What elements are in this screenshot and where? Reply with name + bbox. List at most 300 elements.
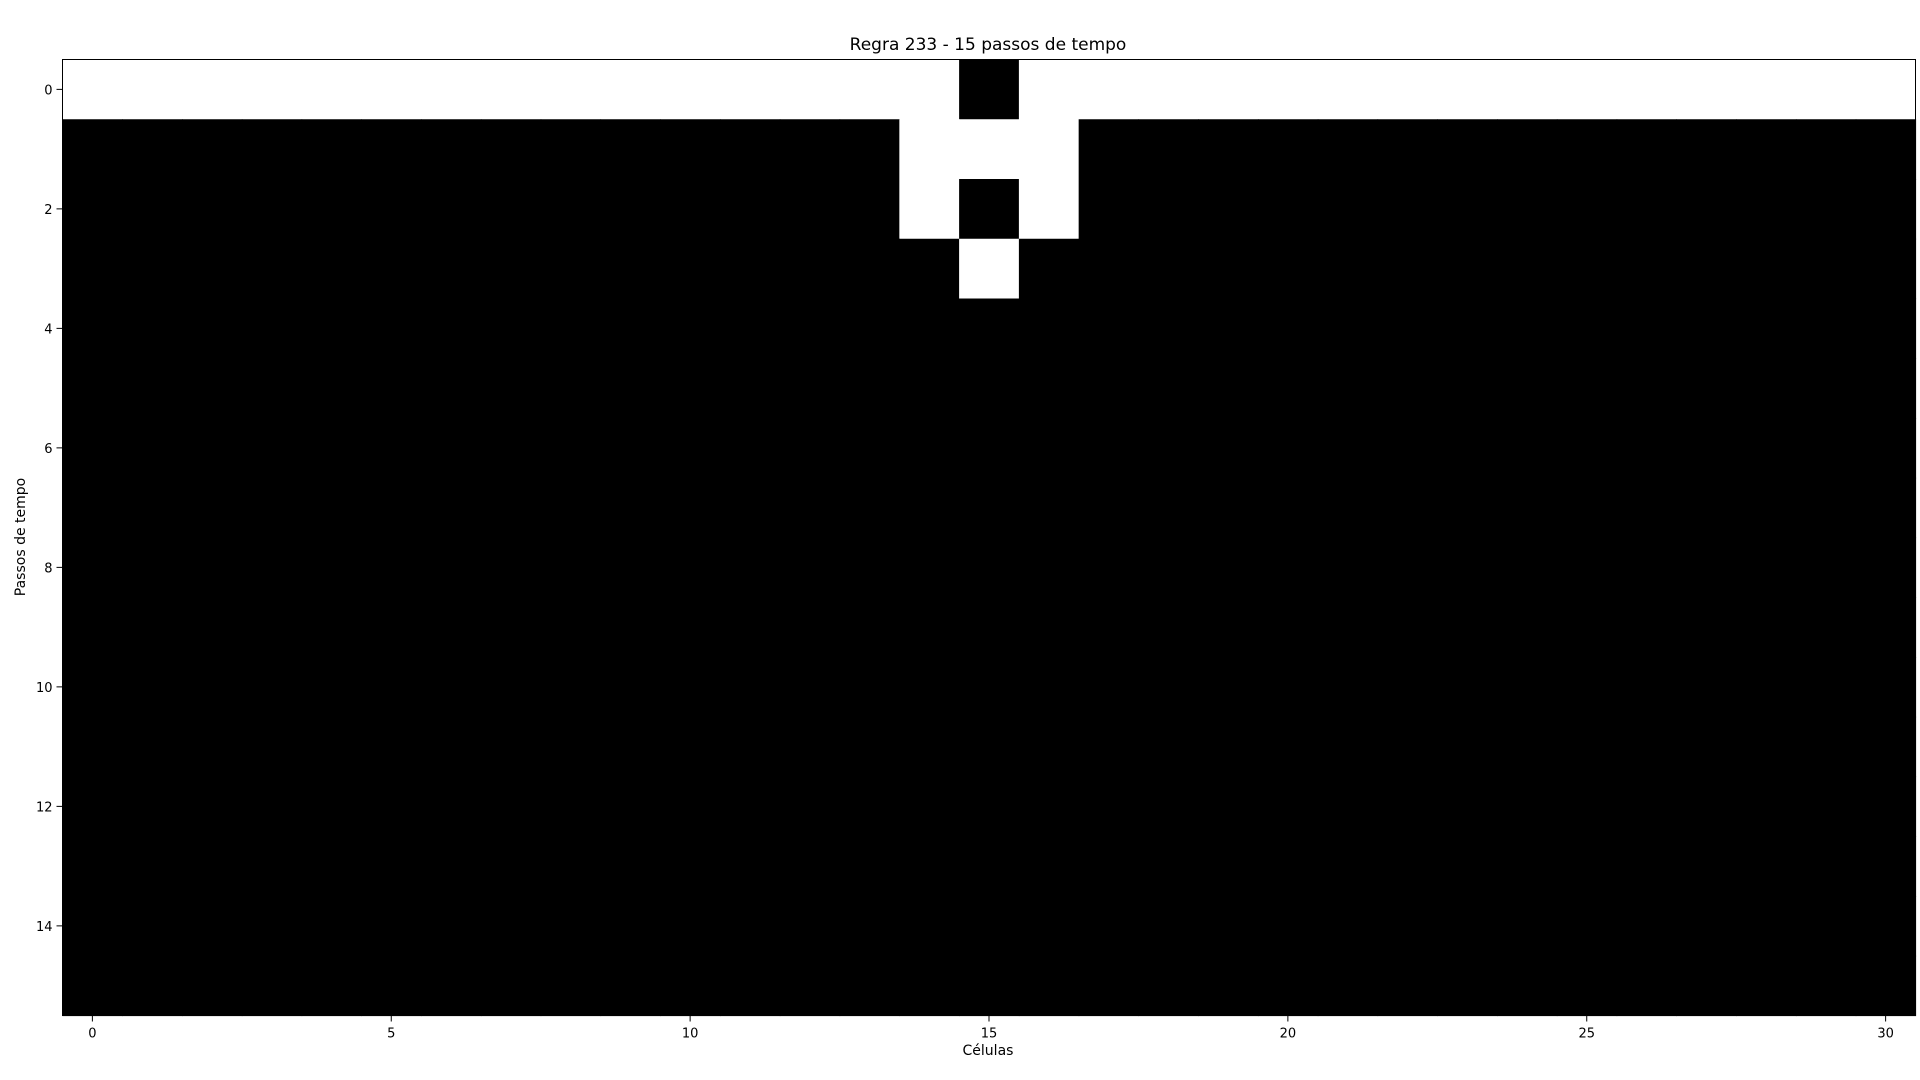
heatmap-cell <box>1258 896 1318 956</box>
heatmap-cell <box>959 119 1019 179</box>
heatmap-cell <box>541 956 601 1016</box>
y-tick-label: 14 <box>35 919 53 935</box>
heatmap-cell <box>1736 777 1796 837</box>
heatmap-cell <box>1617 179 1677 239</box>
heatmap-cell <box>1079 717 1139 777</box>
heatmap-cell <box>182 418 242 478</box>
heatmap-cell <box>1557 597 1617 657</box>
y-tick-label: 2 <box>44 202 53 218</box>
heatmap-cell <box>122 119 182 179</box>
heatmap-cell <box>242 717 302 777</box>
heatmap-cell <box>302 717 362 777</box>
heatmap-cell <box>1437 956 1497 1016</box>
heatmap-cell <box>1856 657 1916 717</box>
heatmap-cell <box>840 597 900 657</box>
heatmap-cell <box>1318 239 1378 299</box>
heatmap-cell <box>242 179 302 239</box>
heatmap-cell <box>1138 896 1198 956</box>
heatmap-cell <box>63 119 123 179</box>
heatmap-cell <box>720 538 780 598</box>
heatmap-cell <box>1736 179 1796 239</box>
heatmap-cell <box>1318 956 1378 1016</box>
heatmap-cell <box>122 418 182 478</box>
heatmap-cell <box>1198 299 1258 359</box>
heatmap-cell <box>481 418 541 478</box>
heatmap-cell <box>481 239 541 299</box>
heatmap-cell <box>899 299 959 359</box>
heatmap-cell <box>63 478 123 538</box>
heatmap-cell <box>242 777 302 837</box>
chart-title: Regra 233 - 15 passos de tempo <box>849 35 1127 55</box>
heatmap-cell <box>541 777 601 837</box>
heatmap-cell <box>1617 956 1677 1016</box>
heatmap-cell <box>1019 119 1079 179</box>
heatmap-cell <box>302 896 362 956</box>
heatmap-cell <box>660 299 720 359</box>
heatmap-cell <box>840 239 900 299</box>
heatmap-cell <box>1258 478 1318 538</box>
heatmap-cell <box>1019 717 1079 777</box>
heatmap-cell <box>1258 538 1318 598</box>
heatmap-cell <box>122 717 182 777</box>
heatmap-cell <box>541 119 601 179</box>
heatmap-cell <box>361 119 421 179</box>
heatmap-cell <box>1437 119 1497 179</box>
heatmap-cell <box>720 478 780 538</box>
heatmap-cell <box>660 179 720 239</box>
heatmap-cell <box>1138 179 1198 239</box>
heatmap-cell <box>1497 896 1557 956</box>
heatmap-cell <box>1796 657 1856 717</box>
heatmap-cell <box>1198 538 1258 598</box>
heatmap-cell <box>122 836 182 896</box>
heatmap-cell <box>122 478 182 538</box>
heatmap-cell <box>421 777 481 837</box>
heatmap-cell <box>1736 239 1796 299</box>
heatmap-cell <box>1079 836 1139 896</box>
heatmap-cell <box>122 358 182 418</box>
heatmap-cell <box>541 418 601 478</box>
heatmap-cell <box>541 836 601 896</box>
heatmap-cell <box>541 358 601 418</box>
heatmap-cell <box>1796 358 1856 418</box>
heatmap-cell <box>660 418 720 478</box>
heatmap-cell <box>1378 418 1438 478</box>
heatmap-cell <box>361 478 421 538</box>
heatmap-cell <box>481 777 541 837</box>
heatmap-cell <box>1198 60 1258 120</box>
heatmap-cell <box>1019 836 1079 896</box>
heatmap-cell <box>1497 597 1557 657</box>
heatmap-cell <box>1138 239 1198 299</box>
heatmap-cell <box>242 538 302 598</box>
heatmap-cell <box>1019 597 1079 657</box>
heatmap-cell <box>720 358 780 418</box>
heatmap-cell <box>1796 956 1856 1016</box>
heatmap-cell <box>1318 896 1378 956</box>
heatmap-cell <box>182 717 242 777</box>
heatmap-cell <box>361 717 421 777</box>
heatmap-cell <box>959 896 1019 956</box>
heatmap-cell <box>1019 777 1079 837</box>
heatmap-cell <box>1378 896 1438 956</box>
heatmap-cell <box>302 478 362 538</box>
heatmap-cell <box>600 717 660 777</box>
heatmap-cell <box>63 538 123 598</box>
heatmap-cell <box>959 179 1019 239</box>
heatmap-cell <box>1796 299 1856 359</box>
heatmap-cell <box>1079 299 1139 359</box>
heatmap-cell <box>1497 478 1557 538</box>
heatmap-cell <box>1736 657 1796 717</box>
heatmap-cell <box>361 538 421 598</box>
heatmap-cell <box>780 418 840 478</box>
heatmap-cell <box>242 60 302 120</box>
x-axis-label: Células <box>962 1043 1014 1059</box>
heatmap-cell <box>1019 418 1079 478</box>
x-tick-label: 25 <box>1578 1026 1596 1042</box>
heatmap-cell <box>1198 956 1258 1016</box>
heatmap-cell <box>899 60 959 120</box>
heatmap-cell <box>660 119 720 179</box>
heatmap-cell <box>63 717 123 777</box>
heatmap-cell <box>1138 836 1198 896</box>
heatmap-cell <box>1079 478 1139 538</box>
heatmap-cell <box>1617 60 1677 120</box>
heatmap-cell <box>421 896 481 956</box>
heatmap-cell <box>1318 657 1378 717</box>
heatmap-cell <box>63 956 123 1016</box>
heatmap-cell <box>1796 478 1856 538</box>
heatmap-cell <box>1138 956 1198 1016</box>
heatmap-cell <box>302 239 362 299</box>
heatmap-cell <box>1617 358 1677 418</box>
heatmap-cell <box>1318 538 1378 598</box>
heatmap-cell <box>1079 896 1139 956</box>
heatmap-cell <box>122 657 182 717</box>
heatmap-cell <box>1617 777 1677 837</box>
heatmap-cell <box>481 538 541 598</box>
heatmap-cell <box>1198 478 1258 538</box>
heatmap-cell <box>600 239 660 299</box>
heatmap-cell <box>541 478 601 538</box>
heatmap-cell <box>421 836 481 896</box>
heatmap-cell <box>1378 299 1438 359</box>
heatmap-cell <box>1378 657 1438 717</box>
heatmap-cell <box>1138 777 1198 837</box>
heatmap-cell <box>122 956 182 1016</box>
heatmap-cell <box>1138 418 1198 478</box>
heatmap-cell <box>780 956 840 1016</box>
heatmap-cell <box>1318 478 1378 538</box>
heatmap-cell <box>1676 60 1736 120</box>
heatmap-cell <box>302 60 362 120</box>
heatmap-cell <box>361 60 421 120</box>
heatmap-cell <box>1019 478 1079 538</box>
heatmap-cell <box>1437 657 1497 717</box>
heatmap-cell <box>1676 418 1736 478</box>
heatmap-cell <box>899 717 959 777</box>
heatmap-cell <box>1617 239 1677 299</box>
heatmap-cell <box>600 896 660 956</box>
heatmap-cell <box>481 299 541 359</box>
heatmap-cell <box>1079 60 1139 120</box>
heatmap-cell <box>302 119 362 179</box>
heatmap-cell <box>1856 478 1916 538</box>
heatmap-cell <box>780 119 840 179</box>
heatmap-cell <box>1796 119 1856 179</box>
heatmap-cell <box>421 239 481 299</box>
heatmap-cell <box>1497 299 1557 359</box>
heatmap-cell <box>1378 538 1438 598</box>
heatmap-cell <box>1019 239 1079 299</box>
heatmap-cell <box>600 836 660 896</box>
heatmap-cell <box>242 478 302 538</box>
heatmap-cell <box>242 418 302 478</box>
heatmap-cell <box>780 478 840 538</box>
y-axis-label: Passos de tempo <box>13 477 29 597</box>
heatmap-cell <box>840 60 900 120</box>
heatmap-cell <box>1676 299 1736 359</box>
heatmap-cell <box>1378 119 1438 179</box>
heatmap-cell <box>959 777 1019 837</box>
heatmap-cell <box>1617 657 1677 717</box>
heatmap-cell <box>899 538 959 598</box>
heatmap-cell <box>63 299 123 359</box>
heatmap-cell <box>421 597 481 657</box>
heatmap-cell <box>840 538 900 598</box>
heatmap-cell <box>1736 896 1796 956</box>
heatmap-cell <box>421 119 481 179</box>
heatmap-cell <box>481 179 541 239</box>
heatmap-cell <box>660 777 720 837</box>
heatmap-cell <box>1676 179 1736 239</box>
heatmap-cell <box>899 119 959 179</box>
heatmap-cell <box>1557 179 1617 239</box>
heatmap-cell <box>1557 538 1617 598</box>
heatmap-cell <box>361 896 421 956</box>
heatmap-cell <box>1617 836 1677 896</box>
heatmap-cell <box>1378 777 1438 837</box>
heatmap-cell <box>361 239 421 299</box>
heatmap-cell <box>1736 299 1796 359</box>
heatmap-cell <box>1557 956 1617 1016</box>
heatmap-cell <box>481 597 541 657</box>
heatmap-cell <box>959 478 1019 538</box>
heatmap-cell <box>182 478 242 538</box>
heatmap-cell <box>1437 358 1497 418</box>
heatmap-cell <box>481 836 541 896</box>
heatmap-cell <box>899 478 959 538</box>
heatmap-cell <box>1736 836 1796 896</box>
heatmap-cell <box>1856 179 1916 239</box>
heatmap-cell <box>1019 956 1079 1016</box>
heatmap-cell <box>1856 717 1916 777</box>
heatmap-cell <box>421 657 481 717</box>
heatmap-cell <box>1856 538 1916 598</box>
heatmap-cell <box>1318 717 1378 777</box>
y-tick-label: 10 <box>35 680 53 696</box>
heatmap-cell <box>780 299 840 359</box>
heatmap-cell <box>1378 717 1438 777</box>
heatmap-cell <box>1138 60 1198 120</box>
heatmap-cell <box>541 60 601 120</box>
heatmap-cell <box>361 956 421 1016</box>
heatmap-cell <box>361 418 421 478</box>
y-tick-label: 8 <box>44 561 53 577</box>
heatmap-cell <box>1318 358 1378 418</box>
heatmap-cell <box>780 60 840 120</box>
heatmap-cell <box>302 597 362 657</box>
heatmap-cell <box>242 597 302 657</box>
heatmap-cell <box>1557 657 1617 717</box>
heatmap-cell <box>1617 418 1677 478</box>
heatmap-cells <box>63 60 1917 1017</box>
heatmap-cell <box>1557 836 1617 896</box>
heatmap-cell <box>421 299 481 359</box>
heatmap-cell <box>1736 717 1796 777</box>
heatmap-cell <box>899 657 959 717</box>
heatmap-cell <box>1617 538 1677 598</box>
heatmap-cell <box>1856 418 1916 478</box>
heatmap-cell <box>1258 179 1318 239</box>
heatmap-cell <box>1497 956 1557 1016</box>
heatmap-cell <box>840 836 900 896</box>
heatmap-cell <box>1258 358 1318 418</box>
heatmap-cell <box>182 597 242 657</box>
heatmap-cell <box>1736 60 1796 120</box>
heatmap-cell <box>182 60 242 120</box>
heatmap-cell <box>63 836 123 896</box>
heatmap-cell <box>899 956 959 1016</box>
heatmap-cell <box>302 358 362 418</box>
heatmap-cell <box>1019 179 1079 239</box>
heatmap-cell <box>840 478 900 538</box>
heatmap-cell <box>840 179 900 239</box>
heatmap-cell <box>1676 896 1736 956</box>
heatmap-cell <box>63 418 123 478</box>
heatmap-cell <box>720 657 780 717</box>
heatmap-cell <box>1138 358 1198 418</box>
heatmap-cell <box>481 657 541 717</box>
heatmap-cell <box>959 597 1019 657</box>
heatmap-cell <box>63 179 123 239</box>
heatmap-cell <box>1617 478 1677 538</box>
heatmap-cell <box>481 358 541 418</box>
heatmap-cell <box>1138 478 1198 538</box>
heatmap-cell <box>1796 418 1856 478</box>
heatmap-cell <box>720 956 780 1016</box>
heatmap-cell <box>1437 179 1497 239</box>
heatmap-cell <box>1079 418 1139 478</box>
x-tick-label: 5 <box>387 1026 396 1042</box>
heatmap-cell <box>1198 179 1258 239</box>
heatmap-cell <box>1497 657 1557 717</box>
heatmap-cell <box>600 358 660 418</box>
heatmap-cell <box>600 657 660 717</box>
heatmap-cell <box>1258 597 1318 657</box>
heatmap-cell <box>242 239 302 299</box>
heatmap-cell <box>481 956 541 1016</box>
heatmap-cell <box>63 896 123 956</box>
heatmap-cell <box>242 896 302 956</box>
heatmap-cell <box>361 299 421 359</box>
heatmap-cell <box>1079 657 1139 717</box>
heatmap-cell <box>780 538 840 598</box>
heatmap-cell <box>302 836 362 896</box>
heatmap-cell <box>1676 777 1736 837</box>
heatmap-cell <box>720 119 780 179</box>
heatmap-cell <box>1258 299 1318 359</box>
heatmap-cell <box>1796 538 1856 598</box>
heatmap-cell <box>1378 179 1438 239</box>
heatmap-cell <box>1019 896 1079 956</box>
heatmap-cell <box>720 896 780 956</box>
heatmap-cell <box>242 358 302 418</box>
heatmap-cell <box>600 119 660 179</box>
heatmap-cell <box>840 299 900 359</box>
heatmap-cell <box>541 896 601 956</box>
heatmap-cell <box>1437 299 1497 359</box>
heatmap-cell <box>1437 836 1497 896</box>
heatmap-cell <box>720 239 780 299</box>
heatmap-cell <box>122 777 182 837</box>
heatmap-cell <box>600 597 660 657</box>
heatmap-cell <box>1856 836 1916 896</box>
heatmap-cell <box>1019 60 1079 120</box>
heatmap-cell <box>1736 358 1796 418</box>
heatmap-cell <box>660 657 720 717</box>
x-tick-label: 20 <box>1279 1026 1297 1042</box>
heatmap-cell <box>1736 119 1796 179</box>
heatmap-cell <box>1318 836 1378 896</box>
heatmap-cell <box>1019 657 1079 717</box>
heatmap-cell <box>1258 836 1318 896</box>
heatmap-cell <box>182 538 242 598</box>
heatmap-cell <box>959 956 1019 1016</box>
heatmap-cell <box>1856 60 1916 120</box>
heatmap-cell <box>1437 717 1497 777</box>
heatmap-cell <box>1557 239 1617 299</box>
heatmap-cell <box>1019 538 1079 598</box>
heatmap-cell <box>1079 179 1139 239</box>
heatmap-cell <box>122 597 182 657</box>
y-tick-label: 6 <box>44 441 53 457</box>
heatmap-cell <box>122 239 182 299</box>
heatmap-cell <box>1676 538 1736 598</box>
heatmap-cell <box>660 717 720 777</box>
x-tick-label: 15 <box>980 1026 998 1042</box>
heatmap-cell <box>1198 777 1258 837</box>
heatmap-cell <box>1497 777 1557 837</box>
heatmap-cell <box>1079 119 1139 179</box>
heatmap-cell <box>1736 597 1796 657</box>
heatmap-cell <box>1138 657 1198 717</box>
heatmap-cell <box>840 717 900 777</box>
heatmap-cell <box>1198 418 1258 478</box>
heatmap-cell <box>1138 299 1198 359</box>
heatmap-cell <box>1676 657 1736 717</box>
heatmap-cell <box>302 657 362 717</box>
heatmap-cell <box>1437 418 1497 478</box>
heatmap-cell <box>242 657 302 717</box>
heatmap-cell <box>1258 657 1318 717</box>
heatmap-cell <box>1676 836 1736 896</box>
heatmap-cell <box>1198 657 1258 717</box>
heatmap-cell <box>1198 358 1258 418</box>
heatmap-cell <box>63 597 123 657</box>
heatmap-cell <box>720 418 780 478</box>
